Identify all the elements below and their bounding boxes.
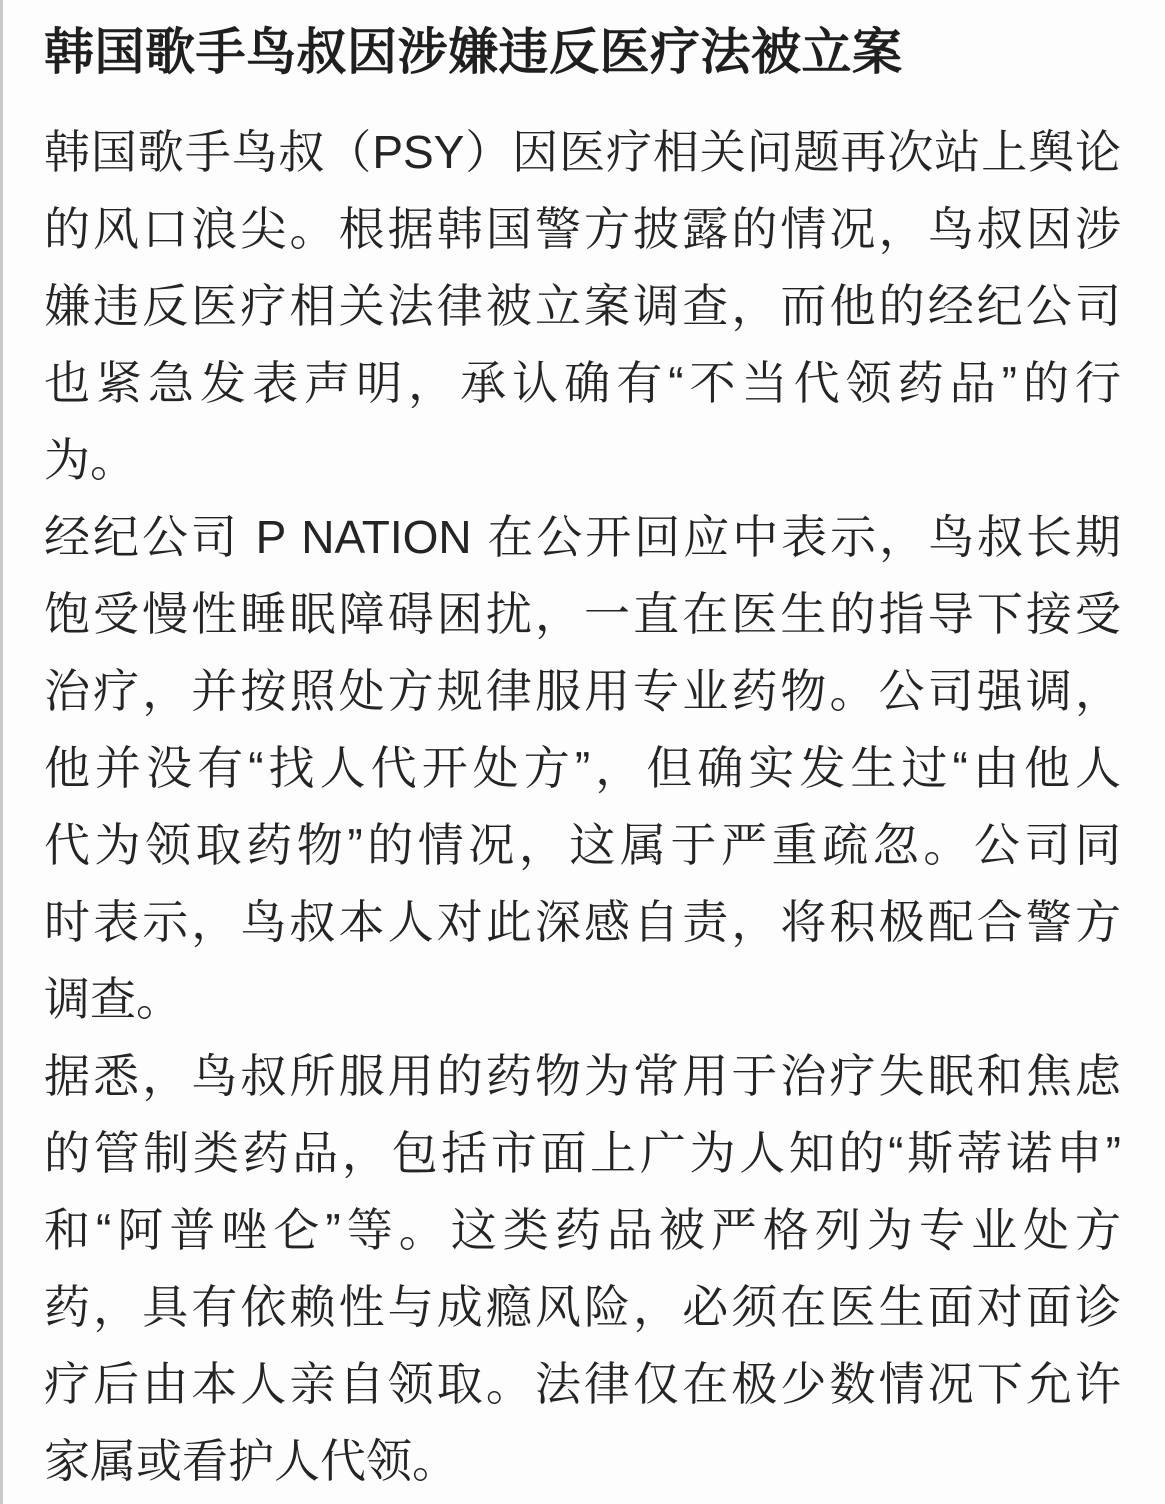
text-line: 韩国歌手鸟叔（PSY）因医疗相关问题再次站上舆论 (44, 126, 1121, 178)
text-line: 也紧急发表声明，承认确有“不当代领药品”的行 (44, 357, 1121, 409)
text-line: 他并没有“找人代开处方”，但确实发生过“由他人 (44, 742, 1121, 794)
paragraph (44, 114, 1121, 499)
text-line: 药，具有依赖性与成瘾风险，必须在医生面对面诊 (44, 1281, 1121, 1333)
text-line: 家属或看护人代领。 (44, 1435, 458, 1487)
text-line: 据悉，鸟叔所服用的药物为常用于治疗失眠和焦虑 (44, 1050, 1121, 1102)
text-line: 嫌违反医疗相关法律被立案调查，而他的经纪公司 (44, 280, 1121, 332)
paragraph (44, 1038, 1121, 1500)
text-line: 的风口浪尖。根据韩国警方披露的情况，鸟叔因涉 (44, 203, 1121, 255)
text-line: 为。 (44, 434, 136, 486)
text-line: 经纪公司 P NATION 在公开回应中表示，鸟叔长期 (44, 511, 1121, 563)
text-line: 疗后由本人亲自领取。法律仅在极少数情况下允许 (44, 1358, 1121, 1410)
text-line: 时表示，鸟叔本人对此深感自责，将积极配合警方 (44, 896, 1121, 948)
article-body (44, 114, 1121, 1500)
text-line: 和“阿普唑仑”等。这类药品被严格列为专业处方 (44, 1204, 1121, 1256)
text-line: 饱受慢性睡眠障碍困扰，一直在医生的指导下接受 (44, 588, 1121, 640)
paragraph (44, 499, 1121, 1038)
article-title: 韩国歌手鸟叔因涉嫌违反医疗法被立案 (44, 24, 903, 80)
text-line: 治疗，并按照处方规律服用专业药物。公司强调， (44, 665, 1121, 717)
text-line: 调查。 (44, 973, 182, 1025)
text-line: 代为领取药物”的情况，这属于严重疏忽。公司同 (44, 819, 1121, 871)
text-line: 的管制类药品，包括市面上广为人知的“斯蒂诺申” (44, 1127, 1121, 1179)
